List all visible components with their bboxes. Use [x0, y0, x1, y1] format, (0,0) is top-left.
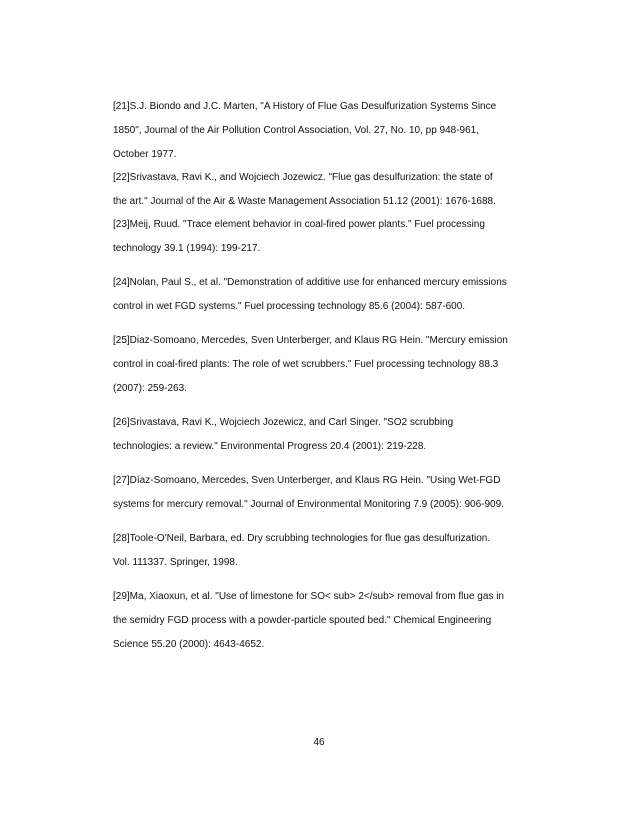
reference-line: [24]Nolan, Paul S., et al. "Demonstration of additive use for enhanced mercury emissions: [113, 277, 507, 288]
reference-line: control in coal-fired plants: The role of wet scrubbers." Fuel processing technology 88.3: [113, 359, 499, 370]
reference-line: [23]Meij, Ruud. "Trace element behavior in coal-fired power plants." Fuel processing: [113, 219, 485, 230]
reference-line: technologies: a review." Environmental Progress 20.4 (2001): 219-228.: [113, 441, 427, 452]
reference-line: October 1977.: [113, 149, 177, 160]
reference-line: [28]Toole-O'Neil, Barbara, ed. Dry scrubbing technologies for flue gas desulfurization.: [113, 533, 491, 544]
reference-29: [113, 585, 533, 657]
reference-line: [27]Díaz-Somoano, Mercedes, Sven Unterberger, and Klaus RG Hein. "Using Wet-FGD: [113, 475, 501, 486]
reference-line: [29]Ma, Xiaoxun, et al. "Use of limestone for SO< sub> 2</sub> removal from flue gas in: [113, 591, 504, 602]
reference-line: 1850", Journal of the Air Pollution Control Association, Vol. 27, No. 10, pp 948-961,: [113, 125, 480, 136]
reference-28: [113, 527, 533, 575]
reference-22: [113, 166, 533, 214]
reference-line: Vol. 111337. Springer, 1998.: [113, 557, 238, 568]
reference-line: technology 39.1 (1994): 199-217.: [113, 243, 261, 254]
reference-21: [113, 95, 533, 167]
reference-line: [26]Srivastava, Ravi K., Wojciech Jozewicz, and Carl Singer. "SO2 scrubbing: [113, 417, 454, 428]
reference-line: the semidry FGD process with a powder-particle spouted bed." Chemical Engineering: [113, 615, 492, 626]
reference-line: [25]Diaz-Somoano, Mercedes, Sven Unterberger, and Klaus RG Hein. "Mercury emission: [113, 335, 508, 346]
reference-27: [113, 469, 533, 517]
page-number: 46: [313, 737, 325, 748]
reference-24: [113, 271, 533, 319]
reference-line: the art." Journal of the Air & Waste Management Association 51.12 (2001): 1676-1688.: [113, 196, 496, 207]
reference-line: systems for mercury removal." Journal of Environmental Monitoring 7.9 (2005): 906-909.: [113, 499, 504, 510]
reference-line: [22]Srivastava, Ravi K., and Wojciech Jozewicz. "Flue gas desulfurization: the state of: [113, 172, 493, 183]
reference-line: (2007): 259-263.: [113, 383, 187, 394]
reference-line: Science 55.20 (2000): 4643-4652.: [113, 639, 265, 650]
reference-23: [113, 213, 533, 261]
reference-25: [113, 329, 533, 401]
reference-line: [21]S.J. Biondo and J.C. Marten, "A History of Flue Gas Desulfurization Systems Since: [113, 101, 497, 112]
reference-line: control in wet FGD systems." Fuel processing technology 85.6 (2004): 587-600.: [113, 301, 466, 312]
reference-26: [113, 411, 533, 459]
reference-list: [113, 95, 533, 657]
